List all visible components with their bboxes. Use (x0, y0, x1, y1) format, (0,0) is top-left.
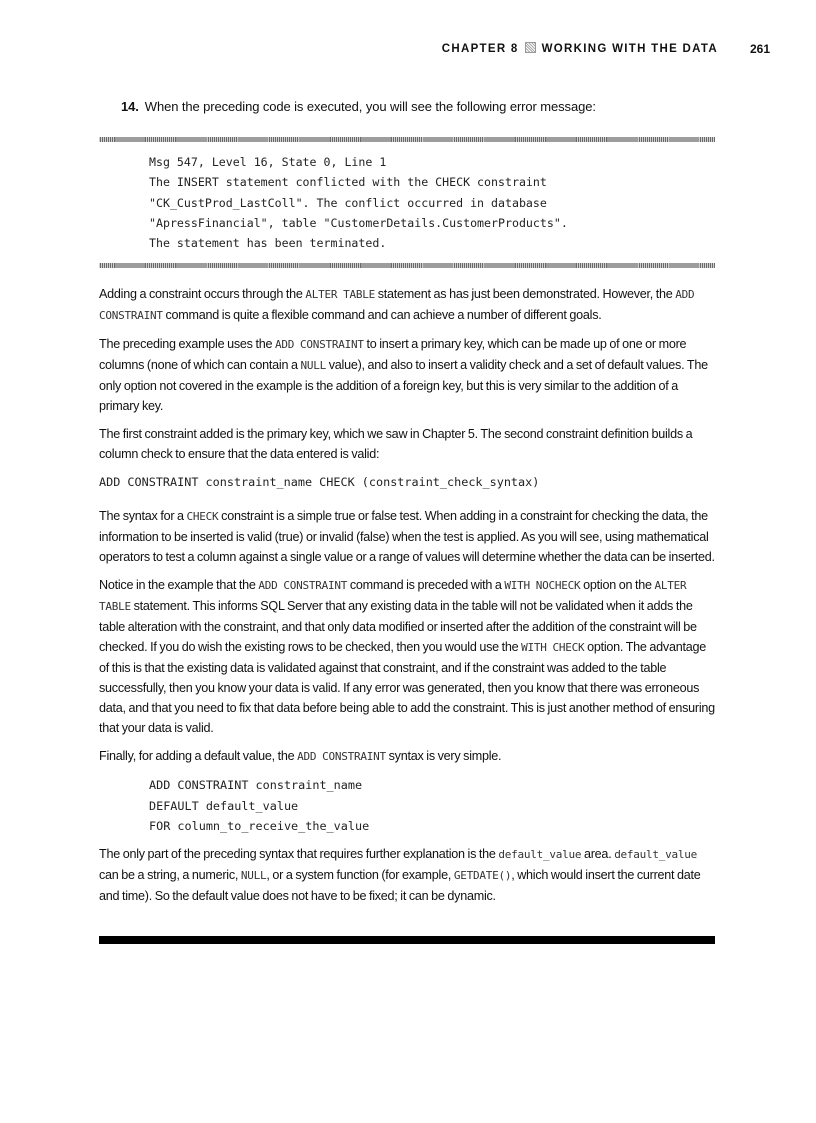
inline-code: ADD CONSTRAINT (274, 338, 364, 352)
text-run: Finally, for adding a default value, the (99, 749, 298, 764)
text-run: can be a string, a numeric, (99, 868, 241, 883)
page-number: 261 (749, 42, 770, 56)
inline-code: ADD CONSTRAINT (297, 750, 386, 764)
page-header (0, 42, 816, 58)
text-run: statement. This informs SQL Server that any existing data in the table will not be validated when it adds the table alteration with the constraint, and that only data modified or inserted after the addition of the constraint will be checked. If you do wish the existing rows to be checked, then you would use the (99, 599, 697, 655)
code-line: "ApressFinancial", table "CustomerDetails.CustomerProducts". (149, 215, 568, 230)
text-run: syntax is very simple. (385, 749, 502, 764)
running-head (442, 42, 718, 55)
paragraph (99, 334, 715, 416)
paragraph (99, 284, 715, 326)
section-end-rule (99, 936, 715, 944)
text-run: The syntax for a (99, 509, 187, 524)
page-content (99, 98, 715, 914)
inline-code: ALTER TABLE (305, 288, 375, 302)
text-run: area. (581, 847, 615, 862)
paragraph (99, 506, 715, 567)
inline-code: default_value (614, 848, 698, 862)
text-run: Notice in the example that the (99, 578, 259, 593)
text-run: , or a system function (for example, (266, 868, 454, 883)
check-syntax-code: ADD CONSTRAINT constraint_name CHECK (constraint_check_syntax) (99, 475, 540, 490)
text-run: command is preceded with a (347, 578, 505, 593)
inline-code: WITH CHECK (521, 641, 585, 655)
inline-code: ALTER TABLE (99, 579, 687, 614)
text-run: option. The advantage of this is that the existing data is validated against that constraint, and if the constraint was added to the table successfully, then you know your data is valid. If any error was generated, then you know that there was erroneous data, and that you need to fix that data before being able to add the constraint. This is just another method of ensuring that your data is valid. (99, 640, 715, 736)
code-line: Msg 547, Level 16, State 0, Line 1 (149, 155, 387, 169)
text-run: statement as has just been demonstrated. However, the (374, 287, 676, 302)
code-line: The statement has been terminated. (149, 236, 387, 251)
paragraph (99, 424, 715, 464)
paragraph (99, 844, 715, 906)
text-run: The preceding example uses the (99, 337, 275, 352)
inline-code: default_value (498, 848, 582, 862)
text-run: The first constraint added is the primary key, which we saw in Chapter 5. The second constraint definition builds a column check to ensure that the data entered is valid: (99, 427, 693, 462)
code-line: DEFAULT default_value (149, 798, 299, 813)
chapter-title: WORKING WITH THE DATA (541, 43, 718, 55)
code-line: ADD CONSTRAINT constraint_name (149, 778, 363, 793)
separator-icon (525, 42, 536, 53)
text-run: Adding a constraint occurs through the (99, 287, 306, 302)
text-run: , which would insert the current date and time). So the default value does not have to be fixed; it can be dynamic. (99, 868, 701, 904)
inline-code: ADD CONSTRAINT (99, 288, 695, 323)
inline-code: WITH NOCHECK (504, 579, 581, 593)
text-run: to insert a primary key, which can be made up of one or more columns (none of which can contain a (99, 337, 687, 373)
inline-code: CHECK (186, 510, 219, 524)
default-syntax-code (149, 775, 715, 836)
text-run: option on the (580, 578, 655, 593)
text-run: constraint is a simple true or false test. When adding in a constraint for checking the data, the information to be inserted is valid (true) or invalid (false) when the test is applied. As you will see, using mathematical operators to test a column against a single value or a range of values will determine whether the data can be inserted. (99, 509, 715, 565)
text-run: value), and also to insert a validity check and a set of default values. The only option not covered in the example is the addition of a foreign key, but this is very similar to the addition of a primary key. (99, 358, 708, 414)
step-number: 14. (121, 99, 139, 114)
text-run: The only part of the preceding syntax that requires further explanation is the (99, 847, 499, 862)
inline-code: GETDATE() (453, 869, 512, 883)
code-line: "CK_CustProd_LastColl". The conflict occurred in database (149, 195, 547, 210)
chapter-label: CHAPTER 8 (441, 43, 519, 55)
code-line: FOR column_to_receive_the_value (149, 819, 370, 834)
step-text: When the preceding code is executed, you will see the following error message: (144, 99, 596, 114)
paragraph (99, 575, 715, 738)
paragraph (99, 746, 715, 767)
inline-code: NULL (300, 359, 326, 373)
error-message-box (99, 137, 715, 268)
text-run: command is quite a flexible command and can achieve a number of different goals. (162, 308, 602, 323)
step-item (121, 98, 715, 116)
code-line: The INSERT statement conflicted with the CHECK constraint (149, 175, 547, 190)
inline-code: NULL (240, 869, 267, 883)
inline-code: ADD CONSTRAINT (258, 579, 348, 593)
